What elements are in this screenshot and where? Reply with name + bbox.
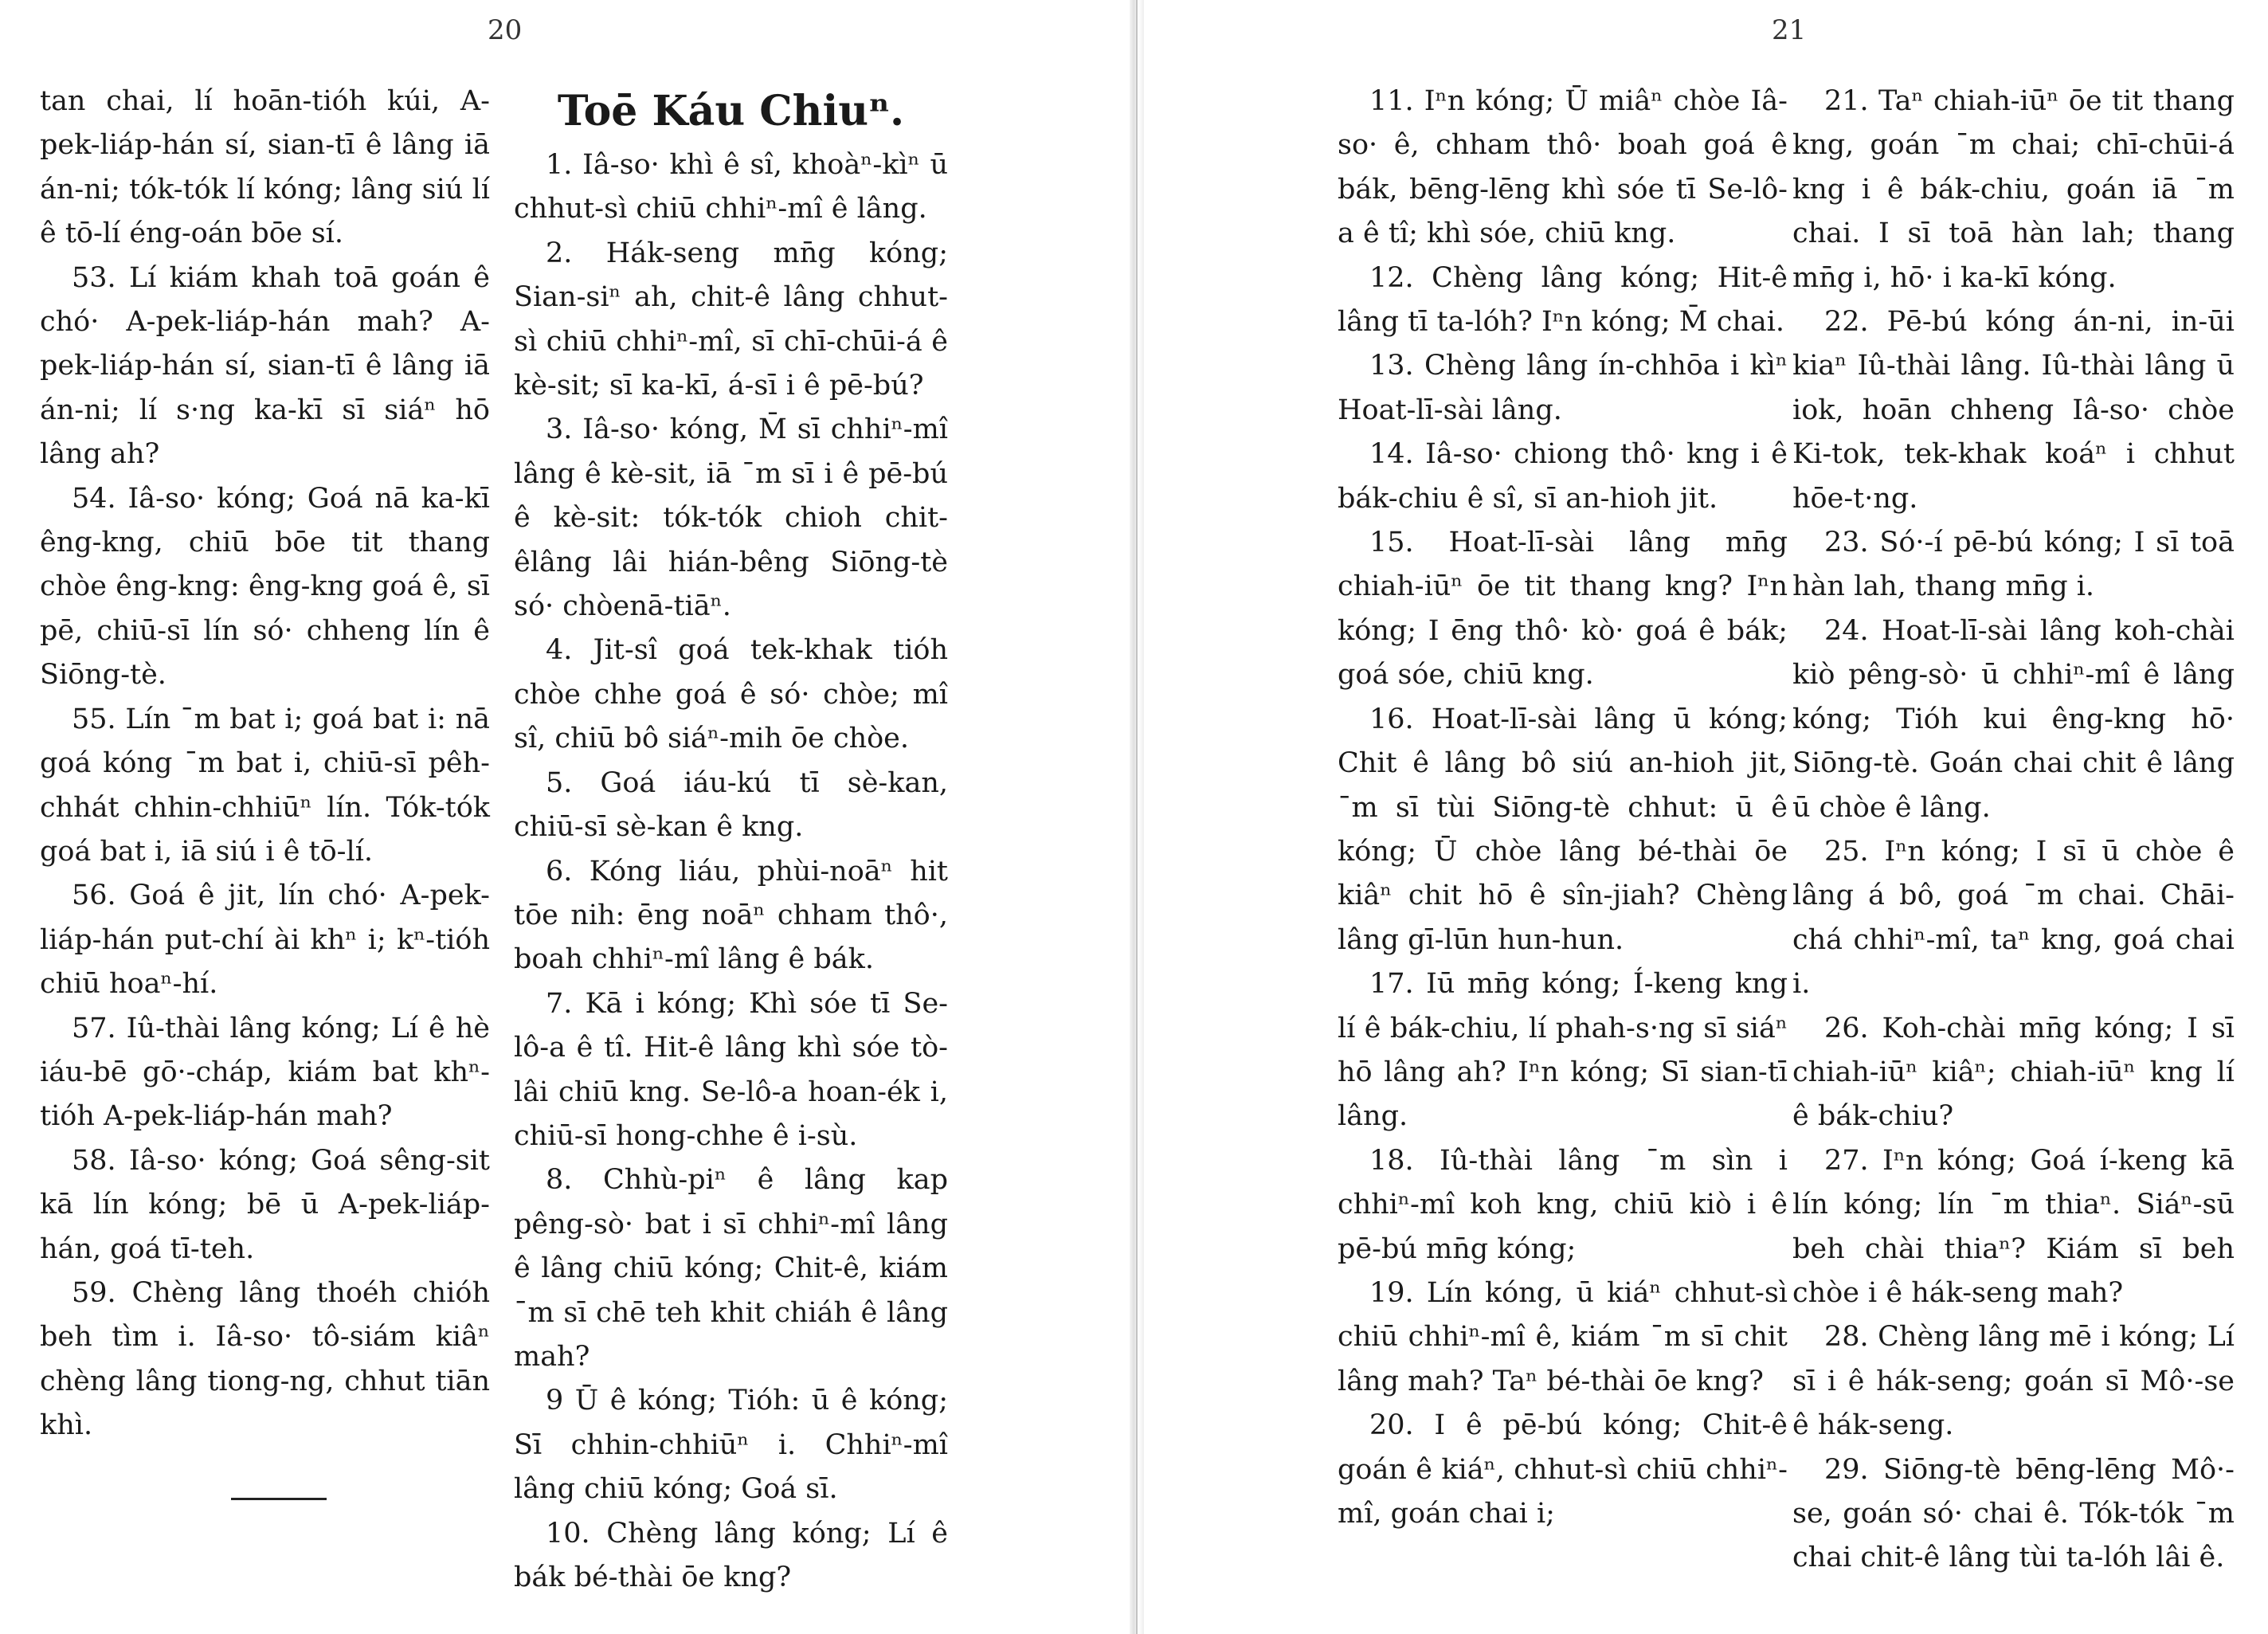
left-page-column-2 — [514, 80, 948, 1600]
verse: 53. Lí kiám khah toā goán ê chó· A-pek-liáp-hán mah? A-pek-liáp-hán sí, sian-tī ê lâng iā án-ni; lí s·ng ka-kī sī siáⁿ hō lâng ah? — [40, 261, 490, 471]
verse: 10. Chèng lâng kóng; Lí ê bák bé-thài ōe kng? — [514, 1517, 948, 1593]
verse: 26. Koh-chài mn̄g kóng; I sī chiah-iūⁿ kiâⁿ; chiah-iūⁿ kng lí ê bák-chiu? — [1792, 1012, 2235, 1133]
chapter-title: Toē Káu Chiuⁿ. — [557, 87, 905, 135]
verse: 54. Iâ-so· kóng; Goá nā ka-kī êng-kng, chiū bōe tit thang chòe êng-kng: êng-kng goá ê, sī pē, chiū-sī lín só· chheng lín ê Siōng-tè. — [40, 482, 490, 692]
left-page-column-1 — [40, 80, 490, 1448]
verse: 8. Chhù-piⁿ ê lâng kap pêng-sò· bat i sī chhiⁿ-mî lâng ê lâng chiū kóng; Chit-ê, kiám ˉm sī chē teh khit chiáh ê lâng mah? — [514, 1164, 948, 1373]
paragraph: tan chai, lí hoān-tióh kúi, A-pek-liáp-hán sí, sian-tī ê lâng iā án-ni; tók-tók lí kóng; lâng siú lí ê tō-lí éng-oán bōe sí. — [40, 85, 490, 250]
verse: 19. Lín kóng, ū kiáⁿ chhut-sì chiū chhiⁿ-mî ê, kiám ˉm sī chit lâng mah? Taⁿ bé-thài ōe kng? — [1338, 1276, 1788, 1397]
verse: 21. Taⁿ chiah-iūⁿ ōe tit thang kng, goán ˉm chai; chī-chūi-á kng i ê bák-chiu, goán iā ˉm chai. I sī toā hàn lah; thang mn̄g i, hō· i ka-kī kóng. — [1792, 85, 2235, 294]
verse: 15. Hoat-lī-sài lâng mn̄g chiah-iūⁿ ōe tit thang kng? Iⁿn kóng; I ēng thô· kò· goá ê bák; goá sóe, chiū kng. — [1338, 527, 1788, 692]
verse: 25. Iⁿn kóng; I sī ū chòe ê lâng á bô, goá ˉm chai. Chāi-chá chhiⁿ-mî, taⁿ kng, goá chai i. — [1792, 835, 2235, 1001]
left-page — [0, 0, 1123, 1634]
verse: 9 Ū ê kóng; Tióh: ū ê kóng; Sī chhin-chhiūⁿ i. Chhiⁿ-mî lâng chiū kóng; Goá sī. — [514, 1385, 948, 1506]
right-page-column-1 — [1338, 80, 1788, 1536]
verse: 11. Iⁿn kóng; Ū miâⁿ chòe Iâ-so· ê, chham thô· boah goá ê bák, bēng-lēng khì sóe tī Se-lô-a ê tî; khì sóe, chiū kng. — [1338, 85, 1788, 250]
verse: 17. Iū mn̄g kóng; Í-keng kng lí ê bák-chiu, lí phah-s·ng sī siáⁿ hō lâng ah? Iⁿn kóng; Sī sian-tī lâng. — [1338, 968, 1788, 1133]
verse: 28. Chèng lâng mē i kóng; Lí sī i ê hák-seng; goán sī Mô·-se ê hák-seng. — [1792, 1321, 2235, 1442]
verse: 27. Iⁿn kóng; Goá í-keng kā lín kóng; lín ˉm thiaⁿ. Siáⁿ-sū beh chài thiaⁿ? Kiám sī beh chòe i ê hák-seng mah? — [1792, 1144, 2235, 1309]
verse: 6. Kóng liáu, phùi-noāⁿ hit tōe nih: ēng noāⁿ chham thô·, boah chhiⁿ-mî lâng ê bák. — [514, 855, 948, 976]
verse: 56. Goá ê jit, lín chó· A-pek-liáp-hán put-chí ài khⁿ i; kⁿ-tióh chiū hoaⁿ-hí. — [40, 880, 490, 1001]
gutter-fold-line — [1136, 0, 1138, 1634]
page-number: 21 — [1772, 14, 1807, 46]
verse: 12. Chèng lâng kóng; Hit-ê lâng tī ta-lóh? Iⁿn kóng; M̄ chai. — [1338, 261, 1788, 339]
page-number: 20 — [488, 14, 523, 46]
verse: 4. Jit-sî goá tek-khak tióh chòe chhe goá ê só· chòe; mî sî, chiū bô siáⁿ-mih ōe chòe. — [514, 634, 948, 755]
right-page — [1145, 0, 2268, 1634]
verse: 59. Chèng lâng thoéh chióh beh tìm i. Iâ-so· tô-siám kiâⁿ chèng lâng tiong-ng, chhut tiān khì. — [40, 1276, 490, 1442]
verse: 7. Kā i kóng; Khì sóe tī Se-lô-a ê tî. Hit-ê lâng khì sóe tò-lâi chiū kng. Se-lô-a hoan-ék i, chiū-sī hong-chhe ê i-sù. — [514, 987, 948, 1152]
verse: 58. Iâ-so· kóng; Goá sêng-sit kā lín kóng; bē ū A-pek-liáp-hán, goá tī-teh. — [40, 1144, 490, 1265]
verse: 2. Hák-seng mn̄g kóng; Sian-siⁿ ah, chit-ê lâng chhut-sì chiū chhiⁿ-mî, sī chī-chūi-á ê kè-sit; sī ka-kī, á-sī i ê pē-bú? — [514, 237, 948, 402]
verse: 1. Iâ-so· khì ê sî, khoàⁿ-kìⁿ ū chhut-sì chiū chhiⁿ-mî ê lâng. — [514, 149, 948, 225]
verse: 23. Só·-í pē-bú kóng; I sī toā hàn lah, thang mn̄g i. — [1792, 527, 2235, 603]
verse: 14. Iâ-so· chiong thô· kng i ê bák-chiu ê sî, sī an-hioh jit. — [1338, 438, 1788, 515]
verse: 13. Chèng lâng ín-chhōa i kìⁿ Hoat-lī-sài lâng. — [1338, 350, 1788, 426]
verse: 18. Iû-thài lâng ˉm sìn i chhiⁿ-mî koh kng, chiū kiò i ê pē-bú mn̄g kóng; — [1338, 1144, 1788, 1265]
right-page-column-2 — [1792, 80, 2235, 1581]
verse: 3. Iâ-so· kóng, M̄ sī chhiⁿ-mî lâng ê kè-sit, iā ˉm sī i ê pē-bú ê kè-sit: tók-tók chioh chit-êlâng lâi hián-bêng Siōng-tè só· chòenā-tiāⁿ. — [514, 413, 948, 623]
verse: 24. Hoat-lī-sài lâng koh-chài kiò pêng-sò· ū chhiⁿ-mî ê lâng kóng; Tióh kui êng-kng hō· Siōng-tè. Goán chai chit ê lâng ū chòe ê lâng. — [1792, 614, 2235, 824]
verse: 20. I ê pē-bú kóng; Chit-ê goán ê kiáⁿ, chhut-sì chiū chhiⁿ-mî, goán chai i; — [1338, 1409, 1788, 1530]
verse: 57. Iû-thài lâng kóng; Lí ê hè iáu-bē gō·-cháp, kiám bat khⁿ-tióh A-pek-liáp-hán mah? — [40, 1012, 490, 1133]
section-end-rule — [231, 1498, 327, 1500]
verse: 5. Goá iáu-kú tī sè-kan, chiū-sī sè-kan ê kng. — [514, 766, 948, 844]
verse: 55. Lín ˉm bat i; goá bat i: nā goá kóng ˉm bat i, chiū-sī pêh-chhát chhin-chhiūⁿ lín. Tók-tók goá bat i, iā siú i ê tō-lí. — [40, 703, 490, 868]
verse: 16. Hoat-lī-sài lâng ū kóng; Chit ê lâng bô siú an-hioh jit, ˉm sī tùi Siōng-tè chhut: ū ê kóng; Ū chòe lâng bé-thài ōe kiâⁿ chit hō ê sîn-jiah? Chèng lâng gī-lūn hun-hun. — [1338, 703, 1788, 956]
verse: 22. Pē-bú kóng án-ni, in-ūi kiaⁿ Iû-thài lâng. Iû-thài lâng ū iok, hoān chheng Iâ-so· chòe Ki-tok, tek-khak koáⁿ i chhut hōe-t·ng. — [1792, 306, 2235, 515]
verse: 29. Siōng-tè bēng-lēng Mô·-se, goán só· chai ê. Tók-tók ˉm chai chit-ê lâng tùi ta-lóh lâi ê. — [1792, 1453, 2235, 1574]
